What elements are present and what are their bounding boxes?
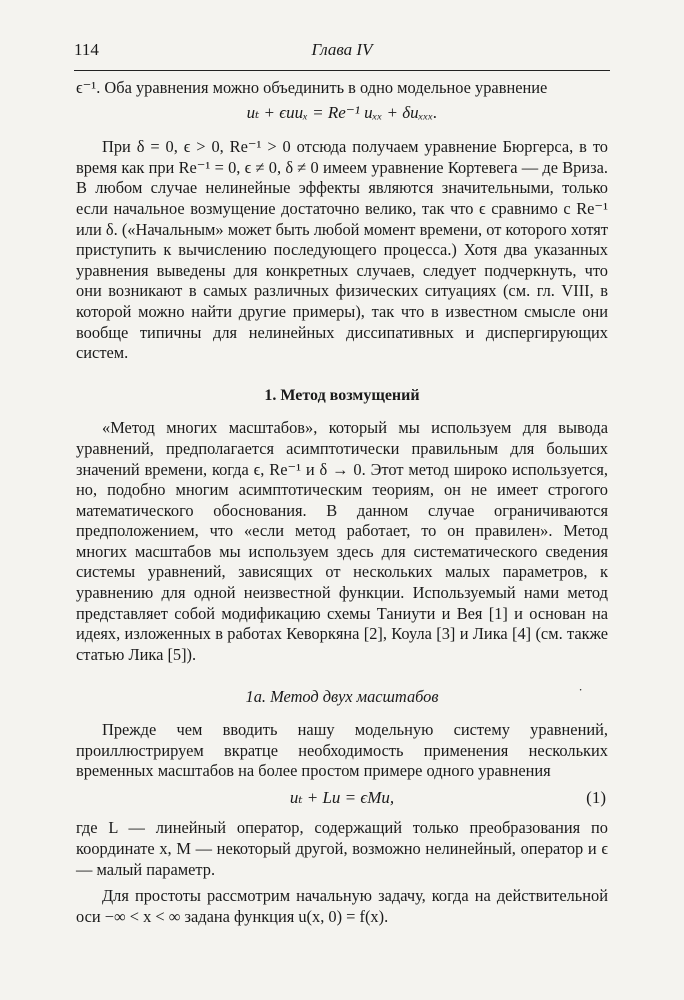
print-speck: ˙ [577, 687, 582, 703]
running-head: Глава IV [311, 40, 373, 59]
equation-1-number: (1) [586, 787, 606, 807]
model-equation: uₜ + ϵuuₓ = Re⁻¹ uₓₓ + δuₓₓₓ. [246, 102, 438, 122]
subsection-title-text: 1а. Метод двух масштабов [245, 687, 439, 707]
paragraph-burgers-kdv: При δ = 0, ϵ > 0, Re⁻¹ > 0 отсюда получаем уравнение Бюргерса, в то время как при Re⁻¹ = 0, ϵ ≠ 0, δ ≠ 0 имеем уравнение Кортевега — де Вриза. В любом случае нелинейные эффекты являются значительными, только если начальное возмущение достаточно велико, так что ϵ сравнимо с Re⁻¹ или δ. («Начальным» может быть любой момент времени, от которого хотят приступить к вычислению последующего процесса.) Хотя два указанных уравнения выведены для конкретных случаев, следует подчеркнуть, что они возникают в самых различных физических ситуациях (см. гл. VIII, в которой можно найти другие примеры), так что в известном смысле они вообще типичны для нелинейных диссипативных и диспергирующих систем. [76, 137, 608, 363]
page-number: 114 [74, 40, 99, 59]
page-header [74, 40, 610, 64]
paragraph-two-scales: Прежде чем вводить нашу модельную систему уравнений, проиллюстрируем вкратце необходимость применения нескольких временных масштабов на более простом примере одного уравнения [76, 720, 608, 781]
equation-1-text: uₜ + Lu = ϵMu, [289, 787, 395, 807]
paragraph-initial-problem: Для простоты рассмотрим начальную задачу, когда на действительной оси −∞ < x < ∞ задана функция u(x, 0) = f(x). [76, 886, 608, 926]
page-body [76, 78, 608, 927]
section-title: 1. Метод возмущений [264, 386, 420, 404]
paragraph-multiscale: «Метод многих масштабов», который мы используем для вывода уравнений, предполагается асимптотически правильным для больших значений времени, когда ϵ, Re⁻¹ и δ → 0. Этот метод широко используется, но, подобно многим асимптотическим теориям, он не имеет строгого математического обоснования. В данном случае ограничиваются предположением, что «если метод работает, то он правилен». Метод многих масштабов мы используем здесь для систематического сведения системы уравнений, зависящих от нескольких малых параметров, к уравнению для одной неизвестной функции. Используемый нами метод представляет собой модификацию схемы Таниути и Вея [1] и основан на идеях, изложенных в работах Кеворкяна [2], Коула [3] и Лика [4] (см. также статью Лика [5]). [76, 418, 608, 664]
paragraph-intro: ϵ⁻¹. Оба уравнения можно объединить в одно модельное уравнение [76, 78, 548, 97]
paragraph-operators: где L — линейный оператор, содержащий только преобразования по координате x, M — некоторый другой, возможно нелинейный, оператор и ϵ — малый параметр. [76, 818, 608, 879]
header-rule [74, 70, 610, 71]
equation-1 [76, 788, 608, 809]
subsection-title [76, 687, 608, 708]
